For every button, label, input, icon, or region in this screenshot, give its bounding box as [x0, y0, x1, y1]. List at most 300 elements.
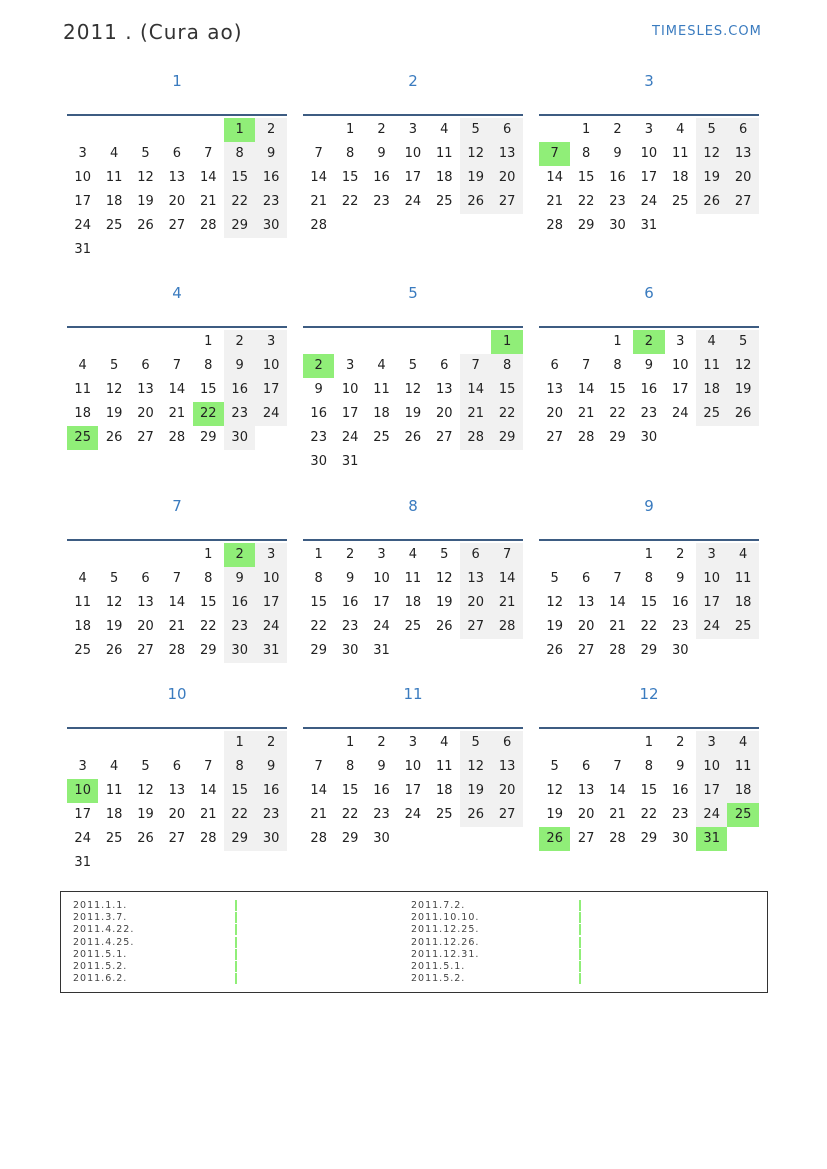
month-grid	[67, 539, 287, 658]
day-cell: 15	[577, 170, 595, 185]
day-cell: 27	[460, 615, 491, 639]
day-cell: 15	[341, 170, 359, 185]
day-cell: 3	[644, 122, 654, 137]
legend-date: 2011.5.1.	[73, 948, 128, 960]
day-cell: 9	[613, 146, 622, 161]
day-cell: 29	[224, 827, 255, 851]
month-grid	[539, 326, 759, 445]
day-cell: 13	[168, 170, 186, 185]
day-cell: 17	[696, 779, 727, 803]
day-cell: 21	[491, 591, 522, 615]
month-grid	[303, 727, 523, 846]
day-cell: 23	[672, 807, 689, 822]
day-cell: 21	[168, 406, 186, 421]
day-cell: 7	[172, 571, 182, 586]
day-cell: 22	[341, 807, 359, 822]
day-cell: 11	[436, 759, 453, 774]
day-cell: 4	[676, 122, 685, 137]
day-cell: 22	[224, 190, 255, 214]
day-cell: 24	[404, 807, 422, 822]
day-cell: 14	[310, 170, 327, 185]
day-cell: 28	[200, 218, 217, 233]
day-cell: 16	[255, 166, 286, 190]
day-cell: 2	[345, 547, 355, 562]
day-cell: 12	[696, 142, 727, 166]
holiday-marker	[235, 961, 237, 972]
day-cell: 30	[672, 831, 689, 846]
day-cell: 7	[491, 543, 522, 567]
day-cell: 5	[460, 731, 491, 755]
day-cell: 23	[224, 615, 255, 639]
day-cell: 23	[310, 430, 327, 445]
day-cell: 21	[200, 194, 217, 209]
legend-item	[411, 949, 479, 961]
day-cell: 3	[78, 759, 87, 774]
day-cell: 5	[550, 759, 559, 774]
holiday-marker	[235, 900, 237, 911]
day-cell: 8	[644, 759, 654, 774]
day-cell: 1	[345, 122, 355, 137]
day-cell: 25	[105, 218, 123, 233]
month-name: 8	[408, 497, 418, 515]
day-cell: 12	[105, 382, 123, 397]
day-cell: 3	[377, 547, 386, 562]
day-cell: 5	[460, 118, 491, 142]
day-cell: 18	[696, 378, 727, 402]
day-cell: 12	[727, 354, 758, 378]
day-cell: 20	[168, 807, 186, 822]
day-cell: 4	[408, 547, 418, 562]
day-cell: 27	[727, 190, 758, 214]
legend-date: 2011.6.2.	[73, 973, 128, 985]
day-cell: 7	[613, 571, 622, 586]
day-cell: 11	[74, 595, 91, 610]
day-cell: 30	[341, 643, 359, 658]
day-cell: 17	[672, 382, 689, 397]
day-cell: 10	[640, 146, 658, 161]
day-cell: 12	[546, 595, 563, 610]
month-name: 6	[644, 284, 654, 302]
day-cell: 28	[577, 430, 595, 445]
day-cell: 6	[727, 118, 758, 142]
day-cell: 7	[314, 759, 323, 774]
day-cell: 31	[74, 855, 91, 870]
day-cell: 4	[727, 731, 758, 755]
day-cell: 28	[609, 831, 626, 846]
day-cell: 11	[672, 146, 689, 161]
day-cell: 4	[440, 122, 449, 137]
holiday-marker	[579, 924, 581, 935]
day-cell: 18	[373, 406, 390, 421]
month-grid	[67, 114, 287, 257]
day-cell: 20	[137, 406, 154, 421]
day-cell: 11	[404, 571, 422, 586]
day-cell: 28	[609, 643, 626, 658]
day-cell: 18	[105, 807, 123, 822]
month-grid	[539, 727, 759, 846]
day-cell: 16	[224, 591, 255, 615]
day-cell: 30	[672, 643, 689, 658]
day-cell: 29	[310, 643, 327, 658]
day-cell: 5	[440, 547, 449, 562]
legend-item	[73, 949, 134, 961]
legend-item	[411, 973, 479, 985]
day-cell: 3	[676, 334, 685, 349]
holiday-marker	[235, 912, 237, 923]
day-cell: 12	[460, 755, 491, 779]
day-cell: 14	[577, 382, 595, 397]
day-cell: 4	[109, 759, 119, 774]
day-cell: 25	[74, 643, 91, 658]
day-cell: 15	[224, 779, 255, 803]
legend-date: 2011.1.1.	[73, 900, 128, 911]
month-grid	[303, 539, 523, 658]
legend-item	[411, 924, 479, 936]
day-cell: 1	[613, 334, 622, 349]
day-cell: 17	[74, 194, 91, 209]
day-cell: 16	[672, 783, 689, 798]
holiday-day-cell: 2	[224, 543, 255, 567]
month-grid	[539, 539, 759, 658]
day-cell: 26	[137, 218, 154, 233]
holiday-legend	[60, 891, 768, 993]
holiday-day-cell: 25	[67, 426, 98, 450]
day-cell: 15	[609, 382, 626, 397]
day-cell: 28	[310, 218, 327, 233]
month-name: 5	[408, 284, 418, 302]
day-cell: 21	[546, 194, 563, 209]
day-cell: 9	[314, 382, 323, 397]
day-cell: 23	[255, 803, 286, 827]
day-cell: 20	[491, 779, 522, 803]
day-cell: 31	[74, 242, 91, 257]
day-cell: 17	[404, 783, 422, 798]
day-cell: 19	[105, 619, 123, 634]
day-cell: 17	[696, 591, 727, 615]
month-name: 7	[172, 497, 182, 515]
day-cell: 21	[168, 619, 186, 634]
month-name: 10	[167, 685, 187, 703]
day-cell: 27	[436, 430, 453, 445]
day-cell: 30	[373, 831, 390, 846]
day-cell: 13	[577, 783, 595, 798]
day-cell: 2	[676, 547, 685, 562]
legend-date: 2011.12.31.	[411, 948, 480, 960]
day-cell: 24	[341, 430, 359, 445]
day-cell: 10	[696, 755, 727, 779]
day-cell: 18	[404, 595, 422, 610]
day-cell: 19	[436, 595, 453, 610]
day-cell: 30	[224, 639, 255, 663]
day-cell: 31	[255, 639, 286, 663]
legend-date: 2011.7.2.	[411, 900, 466, 911]
day-cell: 22	[640, 807, 658, 822]
holiday-marker	[579, 961, 581, 972]
day-cell: 26	[546, 643, 563, 658]
month-name: 12	[639, 685, 659, 703]
day-cell: 12	[137, 783, 154, 798]
holiday-day-cell: 25	[727, 803, 758, 827]
day-cell: 14	[491, 567, 522, 591]
page-title: 2011 . (Cura ao)	[63, 20, 243, 44]
holiday-marker	[579, 949, 581, 960]
day-cell: 2	[224, 330, 255, 354]
month-name: 11	[403, 685, 423, 703]
day-cell: 4	[78, 571, 87, 586]
day-cell: 24	[404, 194, 422, 209]
day-cell: 9	[224, 354, 255, 378]
day-cell: 27	[491, 803, 522, 827]
month-name: 9	[644, 497, 654, 515]
day-cell: 8	[224, 142, 255, 166]
legend-date: 2011.5.2.	[73, 960, 128, 972]
legend-item	[73, 961, 134, 973]
day-cell: 9	[255, 142, 286, 166]
day-cell: 22	[310, 619, 327, 634]
day-cell: 12	[460, 142, 491, 166]
day-cell: 17	[255, 378, 286, 402]
day-cell: 15	[200, 595, 217, 610]
day-cell: 27	[546, 430, 563, 445]
legend-item	[73, 900, 134, 912]
day-cell: 22	[200, 619, 217, 634]
legend-date: 2011.5.2.	[411, 973, 466, 985]
day-cell: 20	[727, 166, 758, 190]
day-cell: 2	[377, 735, 386, 750]
day-cell: 4	[78, 358, 87, 373]
day-cell: 27	[577, 643, 595, 658]
day-cell: 14	[310, 783, 327, 798]
day-cell: 5	[141, 759, 150, 774]
day-cell: 6	[550, 358, 559, 373]
legend-column-left	[73, 900, 134, 985]
day-cell: 18	[672, 170, 689, 185]
day-cell: 11	[727, 567, 758, 591]
legend-date: 2011.12.25.	[411, 924, 480, 936]
day-cell: 20	[491, 166, 522, 190]
day-cell: 22	[609, 406, 626, 421]
month-grid	[303, 326, 523, 469]
day-cell: 27	[137, 643, 154, 658]
day-cell: 20	[577, 619, 595, 634]
day-cell: 3	[696, 731, 727, 755]
day-cell: 13	[168, 783, 186, 798]
day-cell: 4	[727, 543, 758, 567]
day-cell: 6	[581, 759, 591, 774]
day-cell: 9	[676, 759, 685, 774]
legend-item	[73, 937, 134, 949]
day-cell: 18	[105, 194, 123, 209]
day-cell: 6	[172, 146, 182, 161]
day-cell: 4	[109, 146, 119, 161]
day-cell: 6	[172, 759, 182, 774]
day-cell: 27	[168, 218, 186, 233]
day-cell: 24	[255, 402, 286, 426]
day-cell: 9	[224, 567, 255, 591]
day-cell: 28	[168, 643, 186, 658]
day-cell: 17	[341, 406, 359, 421]
day-cell: 19	[105, 406, 123, 421]
day-cell: 7	[204, 759, 213, 774]
day-cell: 23	[373, 194, 390, 209]
day-cell: 23	[255, 190, 286, 214]
day-cell: 31	[341, 454, 359, 469]
day-cell: 29	[341, 831, 359, 846]
day-cell: 19	[460, 779, 491, 803]
holiday-day-cell: 22	[193, 402, 224, 426]
day-cell: 17	[74, 807, 91, 822]
day-cell: 29	[491, 426, 522, 450]
day-cell: 19	[546, 619, 563, 634]
day-cell: 17	[373, 595, 390, 610]
day-cell: 3	[345, 358, 355, 373]
day-cell: 11	[696, 354, 727, 378]
holiday-marker	[235, 973, 237, 984]
day-cell: 14	[200, 170, 217, 185]
day-cell: 12	[404, 382, 422, 397]
day-cell: 9	[676, 571, 685, 586]
month-name: 4	[172, 284, 182, 302]
day-cell: 24	[640, 194, 658, 209]
day-cell: 21	[609, 619, 626, 634]
day-cell: 27	[491, 190, 522, 214]
day-cell: 19	[137, 807, 154, 822]
day-cell: 27	[168, 831, 186, 846]
legend-item	[73, 924, 134, 936]
day-cell: 13	[137, 595, 154, 610]
day-cell: 22	[491, 402, 522, 426]
day-cell: 4	[377, 358, 386, 373]
day-cell: 6	[581, 571, 591, 586]
day-cell: 15	[491, 378, 522, 402]
day-cell: 10	[404, 759, 422, 774]
day-cell: 13	[491, 755, 522, 779]
day-cell: 18	[727, 779, 758, 803]
day-cell: 31	[373, 643, 390, 658]
day-cell: 3	[696, 543, 727, 567]
day-cell: 14	[609, 595, 626, 610]
day-cell: 23	[609, 194, 626, 209]
day-cell: 4	[440, 735, 449, 750]
day-cell: 7	[460, 354, 491, 378]
day-cell: 26	[460, 190, 491, 214]
day-cell: 6	[460, 543, 491, 567]
day-cell: 9	[377, 146, 386, 161]
day-cell: 12	[436, 571, 453, 586]
day-cell: 1	[204, 334, 213, 349]
day-cell: 17	[404, 170, 422, 185]
day-cell: 1	[644, 547, 654, 562]
day-cell: 12	[546, 783, 563, 798]
month-grid	[67, 727, 287, 870]
day-cell: 3	[255, 543, 286, 567]
legend-date: 2011.12.26.	[411, 936, 480, 948]
day-cell: 1	[314, 547, 323, 562]
day-cell: 26	[105, 643, 123, 658]
day-cell: 21	[577, 406, 595, 421]
day-cell: 18	[74, 619, 91, 634]
day-cell: 10	[696, 567, 727, 591]
day-cell: 10	[255, 354, 286, 378]
day-cell: 24	[373, 619, 390, 634]
day-cell: 22	[577, 194, 595, 209]
day-cell: 30	[255, 214, 286, 238]
day-cell: 31	[640, 218, 658, 233]
legend-item	[411, 961, 479, 973]
holiday-day-cell: 7	[539, 142, 570, 166]
holiday-day-cell: 1	[224, 118, 255, 142]
legend-column-right	[411, 900, 479, 985]
month-grid	[539, 114, 759, 233]
day-cell: 16	[224, 378, 255, 402]
day-cell: 26	[436, 619, 453, 634]
day-cell: 16	[341, 595, 359, 610]
day-cell: 5	[141, 146, 150, 161]
day-cell: 11	[436, 146, 453, 161]
day-cell: 20	[137, 619, 154, 634]
day-cell: 23	[640, 406, 658, 421]
day-cell: 25	[672, 194, 689, 209]
day-cell: 12	[105, 595, 123, 610]
day-cell: 25	[404, 619, 422, 634]
holiday-day-cell: 1	[491, 330, 522, 354]
day-cell: 25	[727, 615, 758, 639]
day-cell: 7	[314, 146, 323, 161]
holiday-day-cell: 2	[633, 330, 664, 354]
day-cell: 23	[224, 402, 255, 426]
day-cell: 19	[546, 807, 563, 822]
holiday-marker	[579, 912, 581, 923]
holiday-day-cell: 2	[303, 354, 334, 378]
day-cell: 29	[577, 218, 595, 233]
day-cell: 28	[310, 831, 327, 846]
day-cell: 14	[168, 382, 186, 397]
day-cell: 18	[727, 591, 758, 615]
day-cell: 13	[577, 595, 595, 610]
day-cell: 9	[644, 358, 654, 373]
day-cell: 8	[613, 358, 622, 373]
day-cell: 26	[137, 831, 154, 846]
day-cell: 1	[345, 735, 355, 750]
day-cell: 13	[137, 382, 154, 397]
day-cell: 19	[137, 194, 154, 209]
day-cell: 16	[255, 779, 286, 803]
day-cell: 6	[141, 358, 150, 373]
day-cell: 5	[727, 330, 758, 354]
day-cell: 24	[672, 406, 689, 421]
day-cell: 22	[224, 803, 255, 827]
brand-logo[interactable]: TIMESLES.COM	[652, 24, 762, 39]
day-cell: 4	[696, 330, 727, 354]
day-cell: 8	[314, 571, 323, 586]
day-cell: 14	[546, 170, 563, 185]
day-cell: 1	[204, 547, 213, 562]
legend-date: 2011.10.10.	[411, 912, 480, 924]
day-cell: 25	[696, 402, 727, 426]
day-cell: 3	[408, 735, 418, 750]
day-cell: 23	[341, 619, 359, 634]
day-cell: 7	[172, 358, 182, 373]
day-cell: 13	[727, 142, 758, 166]
day-cell: 29	[224, 214, 255, 238]
day-cell: 10	[404, 146, 422, 161]
day-cell: 26	[727, 402, 758, 426]
day-cell: 8	[345, 146, 355, 161]
month-grid	[303, 114, 523, 233]
day-cell: 25	[373, 430, 390, 445]
day-cell: 10	[255, 567, 286, 591]
day-cell: 13	[436, 382, 453, 397]
